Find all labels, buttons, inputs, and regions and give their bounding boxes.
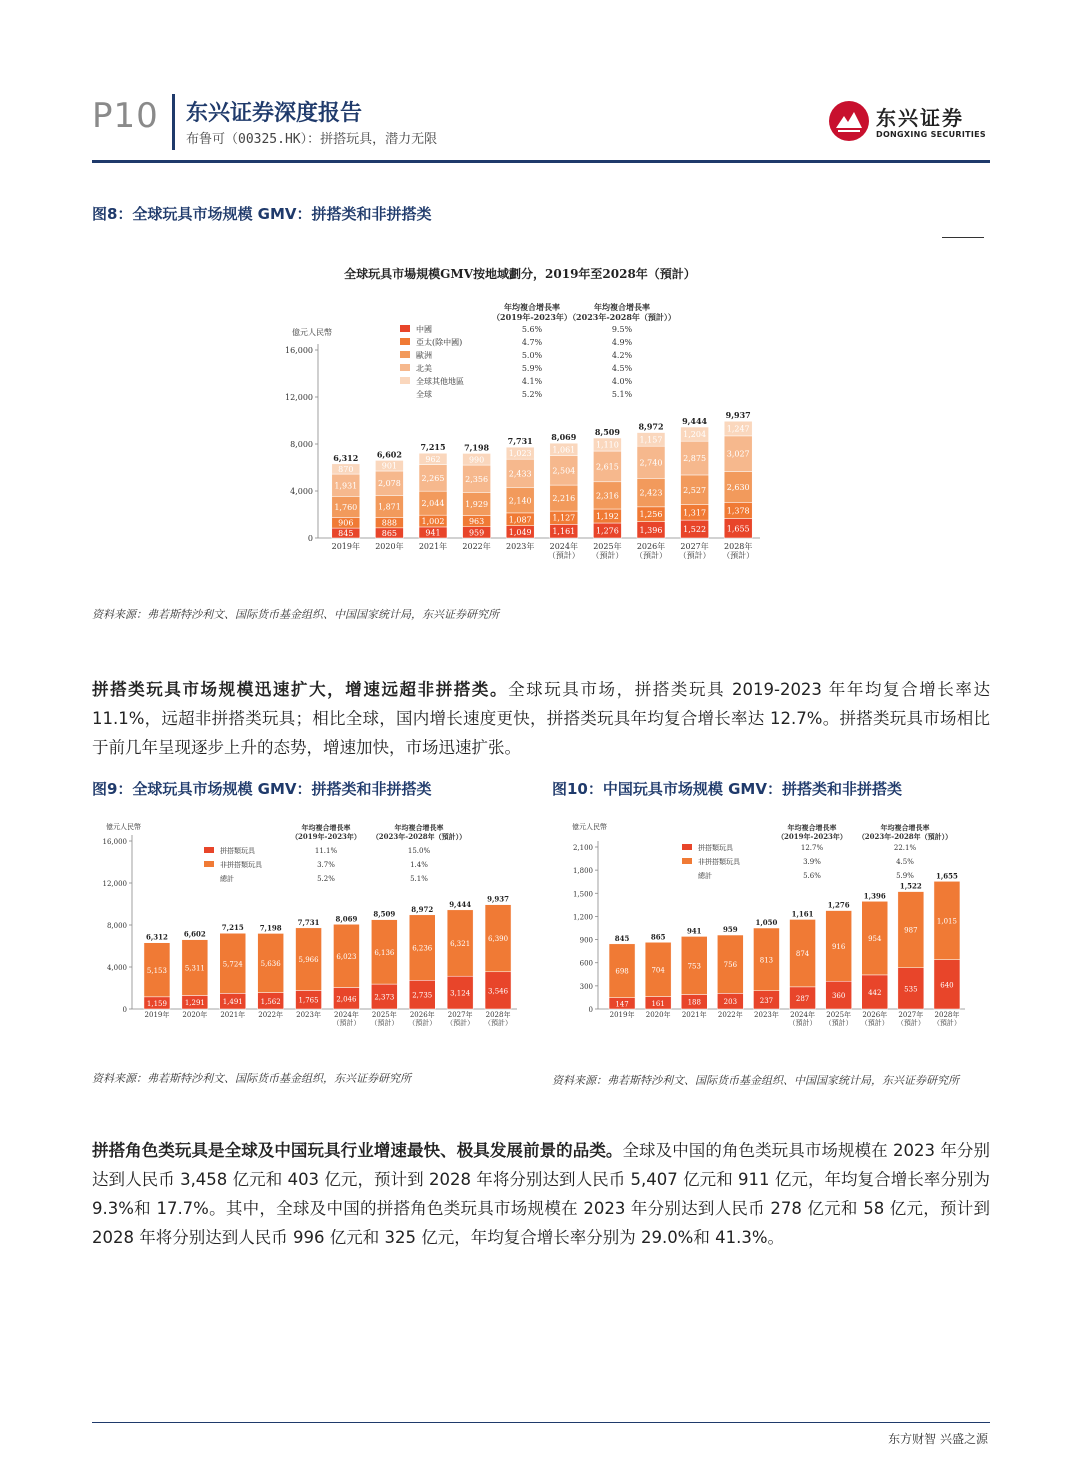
x-tick-label: 2028年 (485, 1011, 511, 1019)
x-tick-label: （預計） (722, 551, 755, 560)
bar-value-label: 2,046 (336, 995, 357, 1004)
bar-total-label: 9,444 (449, 899, 472, 909)
cagr-value: 4.5% (896, 858, 914, 866)
bar-value-label: 2,735 (412, 991, 433, 1000)
legend-swatch (682, 858, 692, 864)
cagr-value: 3.9% (803, 858, 821, 866)
bar-value-label: 237 (759, 996, 774, 1005)
bar-total-label: 8,509 (373, 909, 396, 919)
paragraph-1-lead: 拼搭类玩具市场规模迅速扩大，增速远超非拼搭类。 (92, 680, 509, 699)
paragraph-2-body: 全球及中国的角色类玩具市场规模在 2023 年分别达到人民币 3,458 亿元和 403 亿元，预计到 2028 年将分别达到人民币 5,407 亿元和 911 亿元，年均复合增长率分别为 9.3%和 17.7%。其中，全球及中国的拼搭角色类玩具市场规模在 2023 年分别达到人民币 278 亿元和 58 亿元，预计到 2028 年将分别达到人民币 996 亿元和 325 亿元，年均复合增长率分别为 29.0%和 41.3%。 (92, 1141, 991, 1247)
x-tick-label: （預計） (788, 1019, 817, 1027)
bar-total-label: 7,215 (420, 442, 446, 453)
paragraph-1 (92, 675, 990, 762)
bar-total-label: 845 (614, 933, 630, 943)
bar-total-label: 6,602 (376, 449, 402, 460)
y-tick-label: 12,000 (285, 393, 313, 402)
legend-label: 亞太(除中國) (416, 338, 463, 347)
bar-value-label: 6,321 (450, 940, 471, 949)
bar-value-label: 1,522 (683, 525, 707, 535)
legend-label: 歐洲 (416, 351, 432, 360)
legend-swatch (400, 364, 410, 371)
x-tick-label: 2028年 (724, 542, 753, 551)
x-tick-label: 2023年 (296, 1011, 321, 1019)
bar-value-label: 1,023 (508, 449, 532, 459)
x-tick-label: （預計） (591, 551, 624, 560)
bar-value-label: 1,256 (639, 510, 663, 520)
logo-mark-icon (828, 100, 870, 142)
legend-label: 全球其他地區 (416, 377, 464, 386)
bar-value-label: 941 (425, 528, 441, 538)
x-tick-label: 2023年 (754, 1011, 779, 1019)
bar-total-label: 9,937 (487, 894, 510, 904)
y-tick-label: 0 (588, 1006, 593, 1014)
bar-value-label: 865 (381, 528, 398, 538)
legend-swatch (682, 844, 692, 850)
cagr-header: 年均複合增長率 (301, 823, 351, 832)
bar-total-label: 8,972 (411, 904, 434, 914)
bar-value-label: 916 (831, 942, 846, 951)
header-rule (92, 160, 990, 163)
cagr-value: 4.5% (611, 364, 633, 373)
bar-value-label: 147 (615, 1000, 629, 1009)
x-tick-label: 2021年 (681, 1011, 707, 1019)
bar-value-label: 640 (940, 981, 954, 990)
paragraph-2-lead: 拼搭角色类玩具是全球及中国玩具行业增速最快、极具发展前景的品类。 (92, 1141, 623, 1160)
cagr-value: 5.1% (410, 875, 428, 883)
bar-total-label: 6,602 (183, 929, 206, 939)
bar-value-label: 1,159 (146, 999, 167, 1008)
bar-value-label: 954 (868, 935, 882, 944)
x-tick-label: 2022年 (258, 1011, 284, 1019)
bar-value-label: 1,760 (334, 503, 358, 513)
bar-total-label: 7,198 (259, 923, 282, 933)
cagr-header: （2019年-2023年） (777, 832, 847, 841)
x-tick-label: 2019年 (144, 1011, 170, 1019)
x-tick-label: 2021年 (418, 542, 448, 551)
figure9-title: 图9：全球玩具市场规模 GMV：拼搭类和非拼搭类 (92, 780, 432, 798)
bar-value-label: 698 (615, 967, 629, 976)
cagr-value: 4.0% (611, 377, 633, 386)
y-axis-label: 億元人民幣 (106, 823, 141, 831)
x-tick-label: （預計） (332, 1019, 361, 1027)
bar-value-label: 6,136 (374, 948, 395, 957)
bar-value-label: 2,044 (421, 499, 445, 509)
y-tick-label: 300 (579, 982, 593, 991)
legend-label: 拼搭類玩具 (698, 844, 733, 852)
bar-value-label: 2,615 (595, 462, 619, 472)
x-tick-label: 2027年 (447, 1011, 473, 1019)
bar-value-label: 813 (759, 956, 774, 965)
y-tick-label: 12,000 (102, 880, 127, 888)
y-tick-label: 16,000 (285, 346, 313, 355)
bar-value-label: 1,276 (595, 526, 619, 536)
logo-text-cn: 东兴证券 (876, 106, 964, 130)
cagr-header: 年均複合增長率 (394, 823, 444, 832)
bar-value-label: 870 (338, 464, 354, 474)
cagr-value: 5.1% (611, 390, 633, 399)
bar-value-label: 2,504 (552, 466, 576, 476)
legend-swatch (204, 861, 214, 867)
cagr-header: （2023年-2028年（預計）） (568, 312, 676, 322)
legend-total-label: 總計 (698, 872, 712, 880)
bar-value-label: 2,433 (508, 469, 532, 479)
y-tick-label: 8,000 (290, 440, 313, 449)
x-tick-label: 2024年 (334, 1011, 359, 1019)
x-tick-label: （預計） (678, 551, 711, 560)
legend-swatch (204, 847, 214, 853)
bar-value-label: 1,317 (683, 508, 707, 518)
legend-swatch (400, 325, 410, 332)
x-tick-label: 2021年 (220, 1011, 246, 1019)
y-tick-label: 1,200 (572, 913, 593, 922)
x-tick-label: 2028年 (934, 1011, 960, 1019)
figure9-source: 资料来源：弗若斯特沙利文、国际货币基金组织，东兴证券研究所 (92, 1072, 411, 1085)
bar-value-label: 1,061 (552, 445, 576, 455)
paragraph-2 (92, 1136, 990, 1252)
bar-value-label: 5,636 (260, 960, 281, 969)
bar-value-label: 2,140 (508, 496, 532, 506)
bar-total-label: 6,312 (145, 932, 168, 942)
bar-value-label: 360 (831, 992, 846, 1001)
bar-total-label: 7,731 (507, 436, 533, 447)
legend-label: 中國 (416, 325, 432, 334)
bar-value-label: 2,875 (683, 454, 707, 464)
bar-value-label: 901 (381, 461, 398, 471)
bar-value-label: 6,023 (336, 952, 357, 961)
bar-value-label: 2,373 (374, 993, 395, 1002)
bar-total-label: 8,069 (551, 432, 577, 443)
bar-value-label: 3,124 (450, 989, 471, 998)
y-tick-label: 600 (579, 959, 593, 968)
bar-value-label: 1,161 (552, 527, 576, 537)
logo-text-en: DONGXING SECURITIES (876, 130, 986, 139)
bar-total-label: 7,198 (464, 442, 490, 453)
legend-swatch (400, 338, 410, 345)
cagr-header: （2023年-2028年（預計）） (857, 832, 953, 841)
x-tick-label: 2027年 (898, 1011, 924, 1019)
page-number: P10 (92, 96, 159, 136)
legend-label: 拼搭類玩具 (220, 847, 255, 855)
cagr-value: 4.2% (611, 351, 633, 360)
bar-total-label: 1,522 (899, 881, 922, 891)
bar-value-label: 2,316 (595, 491, 619, 501)
x-tick-label: 2023年 (506, 542, 535, 551)
bar-value-label: 874 (795, 950, 810, 959)
bar-value-label: 442 (868, 988, 882, 997)
report-title: 东兴证券深度报告 (186, 101, 363, 126)
bar-value-label: 1,378 (726, 506, 750, 516)
x-tick-label: （預計） (408, 1019, 437, 1027)
cagr-header: （2023年-2028年（預計）） (371, 832, 467, 841)
bar-total-label: 959 (723, 925, 738, 935)
bar-value-label: 2,356 (465, 474, 489, 484)
bar-value-label: 1,087 (508, 515, 532, 525)
bar-value-label: 963 (468, 517, 485, 527)
figure10-chart (540, 815, 980, 1037)
bar-value-label: 2,630 (726, 482, 750, 492)
bar-value-label: 753 (687, 962, 701, 971)
cagr-header: （2019年-2023年） (291, 832, 361, 841)
bar-value-label: 1,765 (298, 996, 319, 1005)
legend-label: 非拼搭類玩具 (220, 861, 262, 869)
y-tick-label: 16,000 (102, 838, 127, 846)
x-tick-label: （預計） (932, 1019, 961, 1027)
header-divider (172, 94, 175, 150)
bar-value-label: 535 (904, 985, 918, 994)
bar-total-label: 8,972 (638, 421, 664, 432)
bar-total-label: 941 (686, 926, 702, 936)
footer-rule (92, 1422, 990, 1423)
cagr-value: 1.4% (410, 861, 428, 869)
bar-value-label: 704 (651, 966, 665, 975)
bar-total-label: 9,937 (725, 410, 751, 421)
legend-swatch (400, 377, 410, 384)
y-tick-label: 1,800 (572, 867, 593, 876)
figure10-title: 图10：中国玩具市场规模 GMV：拼搭类和非拼搭类 (552, 780, 902, 798)
bar-value-label: 3,546 (488, 987, 509, 996)
legend-total-label: 全球 (416, 390, 432, 399)
figure8-title: 图8：全球玩具市场规模 GMV：拼搭类和非拼搭类 (92, 205, 432, 223)
cagr-value: 4.1% (521, 377, 543, 386)
cagr-header: （2019年-2023年） (492, 312, 572, 322)
bar-value-label: 287 (795, 994, 810, 1003)
legend-swatch (400, 351, 410, 358)
bar-value-label: 161 (651, 999, 665, 1008)
cagr-value: 5.9% (521, 364, 543, 373)
cagr-value: 9.5% (611, 325, 633, 334)
y-tick-label: 900 (579, 936, 593, 945)
bar-value-label: 1,002 (421, 517, 445, 527)
bar-value-label: 6,390 (488, 935, 509, 944)
y-tick-label: 2,100 (572, 844, 593, 852)
x-tick-label: 2026年 (862, 1011, 888, 1019)
x-tick-label: （預計） (635, 551, 667, 560)
bar-value-label: 2,527 (683, 485, 707, 495)
figure10-source: 资料来源：弗若斯特沙利文、国际货币基金组织、中国国家统计局，东兴证券研究所 (552, 1074, 959, 1087)
legend-total-label: 總計 (220, 875, 234, 883)
cagr-value: 3.7% (317, 861, 335, 869)
bar-value-label: 1,291 (184, 999, 205, 1008)
cagr-value: 5.2% (521, 390, 543, 399)
bar-value-label: 6,236 (412, 944, 433, 953)
x-tick-label: 2022年 (462, 542, 491, 551)
bar-total-label: 1,276 (827, 900, 850, 910)
bar-value-label: 188 (687, 998, 701, 1007)
cagr-value: 5.0% (521, 351, 543, 360)
figure8-chart (270, 258, 770, 570)
bar-value-label: 5,966 (298, 956, 319, 965)
y-tick-label: 0 (122, 1006, 127, 1014)
cagr-value: 22.1% (893, 844, 917, 852)
bar-value-label: 1,110 (595, 440, 619, 450)
cagr-header: 年均複合增長率 (504, 302, 560, 312)
footer-slogan: 东方财智 兴盛之源 (888, 1432, 988, 1446)
bar-value-label: 2,740 (639, 458, 663, 468)
x-tick-label: 2026年 (409, 1011, 435, 1019)
cagr-value: 5.6% (521, 325, 543, 334)
x-tick-label: 2019年 (609, 1011, 635, 1019)
x-tick-label: （預計） (824, 1019, 853, 1027)
bar-value-label: 2,216 (552, 494, 576, 504)
x-tick-label: 2019年 (331, 542, 360, 551)
bar-total-label: 6,312 (333, 452, 359, 463)
bar-value-label: 1,204 (683, 430, 707, 440)
y-axis-label: 億元人民幣 (292, 328, 332, 337)
company-logo (828, 100, 988, 144)
bar-total-label: 7,731 (297, 917, 320, 927)
bar-value-label: 2,078 (377, 479, 401, 489)
cagr-value: 15.0% (407, 847, 431, 855)
bar-value-label: 959 (468, 528, 485, 538)
bar-value-label: 1,396 (639, 525, 663, 535)
cagr-header: 年均複合增長率 (594, 302, 650, 312)
figure8-rule (942, 237, 984, 238)
paragraph-1-body: 全球玩具市场，拼搭类玩具 2019-2023 年年均复合增长率达 11.1%，远超非拼搭类玩具；相比全球，国内增长速度更快，拼搭类玩具年均复合增长率达 12.7%。拼搭类玩具市场相比于前几年呈现逐步上升的态势，增速加快，市场迅速扩张。 (92, 680, 990, 757)
legend-label: 非拼搭類玩具 (698, 858, 740, 866)
bar-value-label: 1,562 (260, 997, 281, 1006)
bar-total-label: 7,215 (221, 923, 244, 933)
bar-total-label: 8,069 (335, 914, 358, 924)
bar-value-label: 1,157 (639, 435, 663, 445)
x-tick-label: 2024年 (549, 542, 578, 551)
y-tick-label: 4,000 (106, 964, 127, 972)
cagr-value: 5.9% (896, 872, 914, 880)
x-tick-label: 2026年 (636, 542, 666, 551)
bar-total-label: 1,161 (791, 909, 814, 919)
bar-value-label: 203 (723, 998, 738, 1007)
bar-value-label: 987 (904, 926, 918, 935)
cagr-value: 5.2% (317, 875, 335, 883)
bar-value-label: 1,015 (936, 917, 957, 926)
y-tick-label: 8,000 (106, 922, 127, 930)
x-tick-label: 2020年 (645, 1011, 671, 1019)
bar-value-label: 5,311 (184, 964, 205, 973)
x-tick-label: 2020年 (182, 1011, 208, 1019)
x-tick-label: （預計） (547, 551, 580, 560)
bar-total-label: 1,396 (863, 891, 886, 901)
figure8-source: 资料来源：弗若斯特沙利文、国际货币基金组织、中国国家统计局，东兴证券研究所 (92, 608, 499, 621)
bar-value-label: 1,929 (465, 500, 489, 510)
x-tick-label: （預計） (370, 1019, 399, 1027)
bar-value-label: 845 (338, 529, 354, 539)
cagr-value: 11.1% (314, 847, 338, 855)
bar-value-label: 906 (338, 518, 354, 528)
bar-value-label: 756 (723, 961, 738, 970)
bar-value-label: 1,049 (508, 527, 532, 537)
legend-label: 北美 (416, 364, 432, 373)
report-subtitle: 布鲁可（00325.HK）：拼搭玩具，潜力无限 (186, 132, 438, 147)
figure9-chart (92, 815, 524, 1037)
bar-value-label: 888 (381, 518, 398, 528)
bar-value-label: 5,724 (222, 960, 243, 969)
bar-total-label: 9,444 (682, 416, 708, 427)
cagr-value: 4.9% (611, 338, 633, 347)
x-tick-label: 2025年 (826, 1011, 852, 1019)
x-tick-label: 2025年 (371, 1011, 397, 1019)
x-tick-label: 2024年 (790, 1011, 815, 1019)
x-tick-label: 2020年 (375, 542, 404, 551)
y-tick-label: 4,000 (290, 487, 313, 496)
bar-value-label: 2,423 (639, 488, 663, 498)
bar-value-label: 962 (425, 454, 441, 464)
bar-total-label: 8,509 (594, 427, 620, 438)
y-tick-label: 1,500 (572, 890, 593, 899)
bar-value-label: 990 (468, 455, 485, 465)
x-tick-label: （預計） (446, 1019, 475, 1027)
cagr-value: 12.7% (800, 844, 824, 852)
bar-total-label: 1,050 (755, 918, 778, 927)
bar-value-label: 1,192 (595, 512, 619, 522)
bar-value-label: 2,265 (421, 473, 445, 483)
cagr-value: 4.7% (521, 338, 543, 347)
bar-value-label: 1,871 (377, 502, 401, 512)
cagr-header: 年均複合增長率 (787, 823, 837, 832)
x-tick-label: 2025年 (593, 542, 622, 551)
cagr-header: 年均複合增長率 (880, 823, 930, 832)
bar-value-label: 1,491 (222, 998, 243, 1007)
bar-total-label: 1,655 (935, 871, 958, 881)
bar-value-label: 3,027 (726, 449, 750, 459)
y-axis-label: 億元人民幣 (572, 823, 607, 831)
bar-value-label: 1,247 (726, 424, 750, 434)
bar-value-label: 5,153 (146, 966, 167, 975)
x-tick-label: 2022年 (717, 1011, 743, 1019)
bar-value-label: 1,127 (552, 513, 576, 523)
x-tick-label: （預計） (484, 1019, 513, 1027)
bar-value-label: 1,931 (334, 481, 358, 491)
cagr-value: 5.6% (803, 872, 821, 880)
bar-total-label: 865 (650, 932, 666, 942)
x-tick-label: （預計） (860, 1019, 889, 1027)
x-tick-label: （預計） (896, 1019, 925, 1027)
chart-title: 全球玩具市場規模GMV按地域劃分，2019年至2028年（預計） (344, 267, 696, 281)
x-tick-label: 2027年 (680, 542, 709, 551)
bar-value-label: 1,655 (726, 524, 750, 534)
y-tick-label: 0 (307, 534, 313, 543)
